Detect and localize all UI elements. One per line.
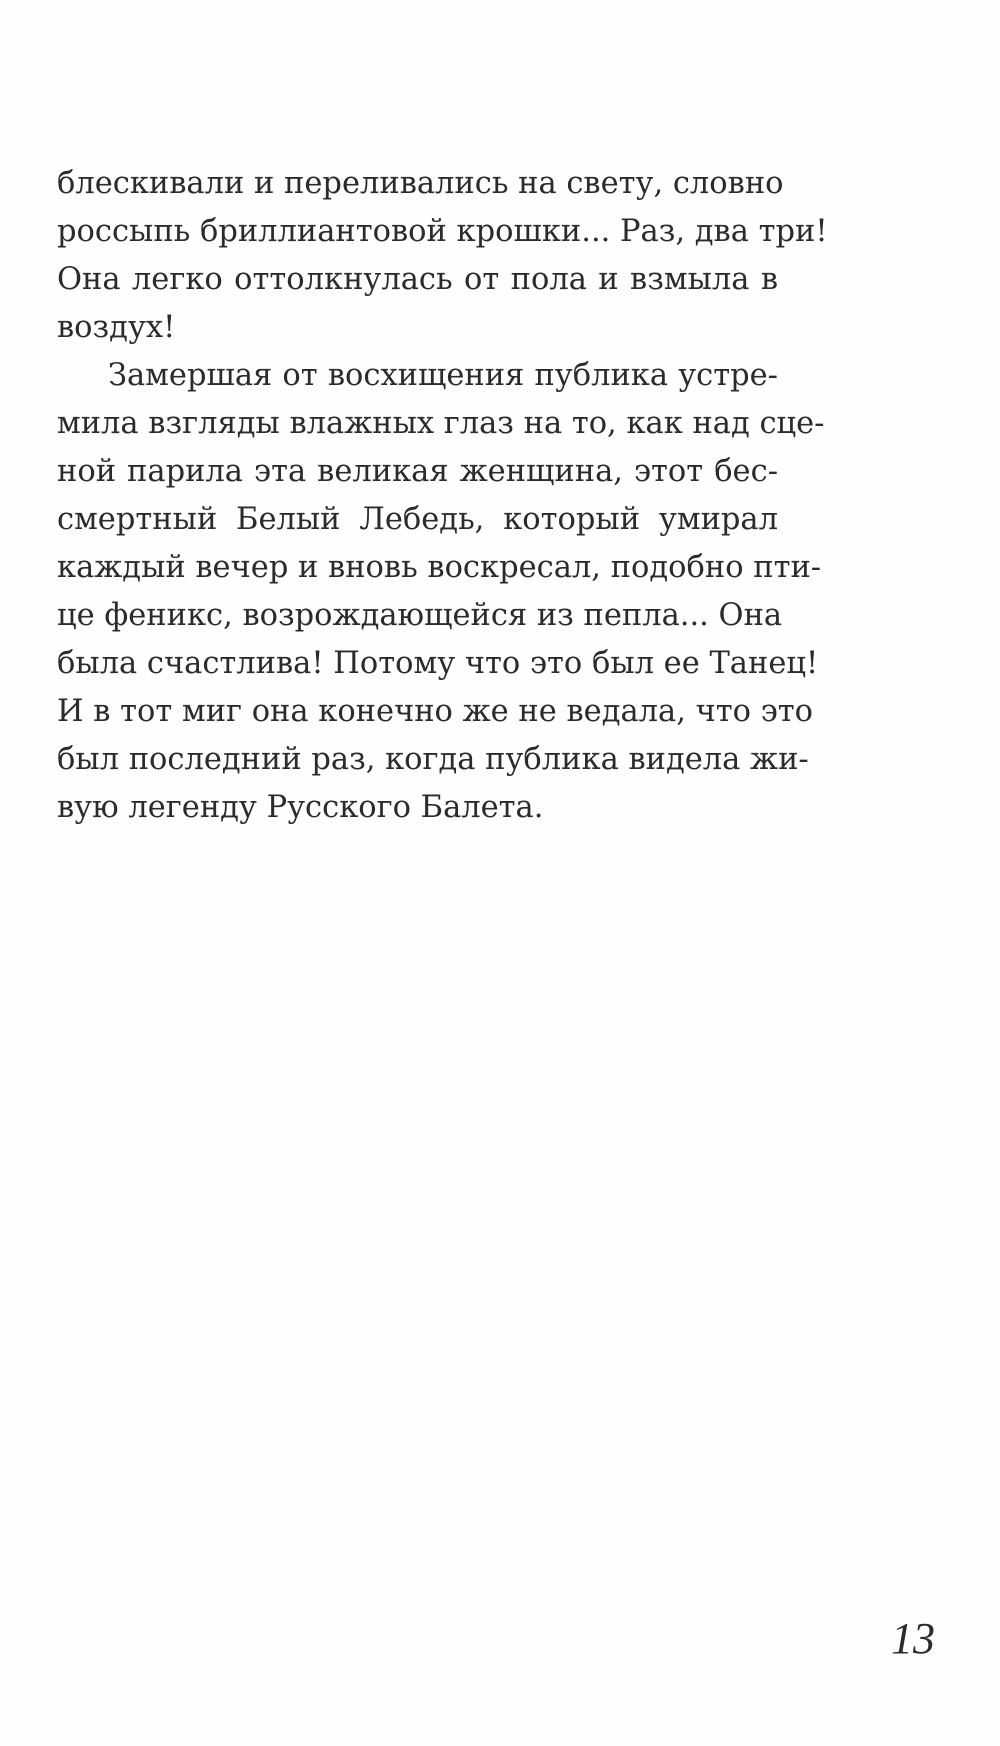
text-line: был последний раз, когда публика видела жи- bbox=[57, 742, 809, 777]
text-line: воздух! bbox=[57, 310, 176, 345]
text-line: ной парила эта великая женщина, этот бес- bbox=[57, 454, 778, 489]
text-line: была счастлива! Потому что это был ее Танец! bbox=[57, 646, 819, 681]
text-line: россыпь бриллиантовой крошки... Раз, два три! bbox=[57, 214, 828, 249]
text-line: мила взгляды влажных глаз на то, как над сце- bbox=[57, 406, 825, 441]
page-number: 13 bbox=[891, 1614, 935, 1663]
text-line: И в тот миг она конечно же не ведала, что это bbox=[57, 694, 814, 729]
text-line: каждый вечер и вновь воскресал, подобно пти- bbox=[57, 550, 822, 585]
text-line: блескивали и переливались на свету, словно bbox=[57, 166, 784, 201]
text-line: Замершая от восхищения публика устре- bbox=[108, 358, 778, 393]
text-line: смертный Белый Лебедь, который умирал bbox=[57, 502, 778, 537]
body-text bbox=[57, 160, 828, 832]
text-line: це феникс, возрождающейся из пепла... Она bbox=[57, 598, 783, 633]
text-line: вую легенду Русского Балета. bbox=[57, 790, 544, 825]
text-line: Она легко оттолкнулась от пола и взмыла в bbox=[57, 262, 778, 297]
